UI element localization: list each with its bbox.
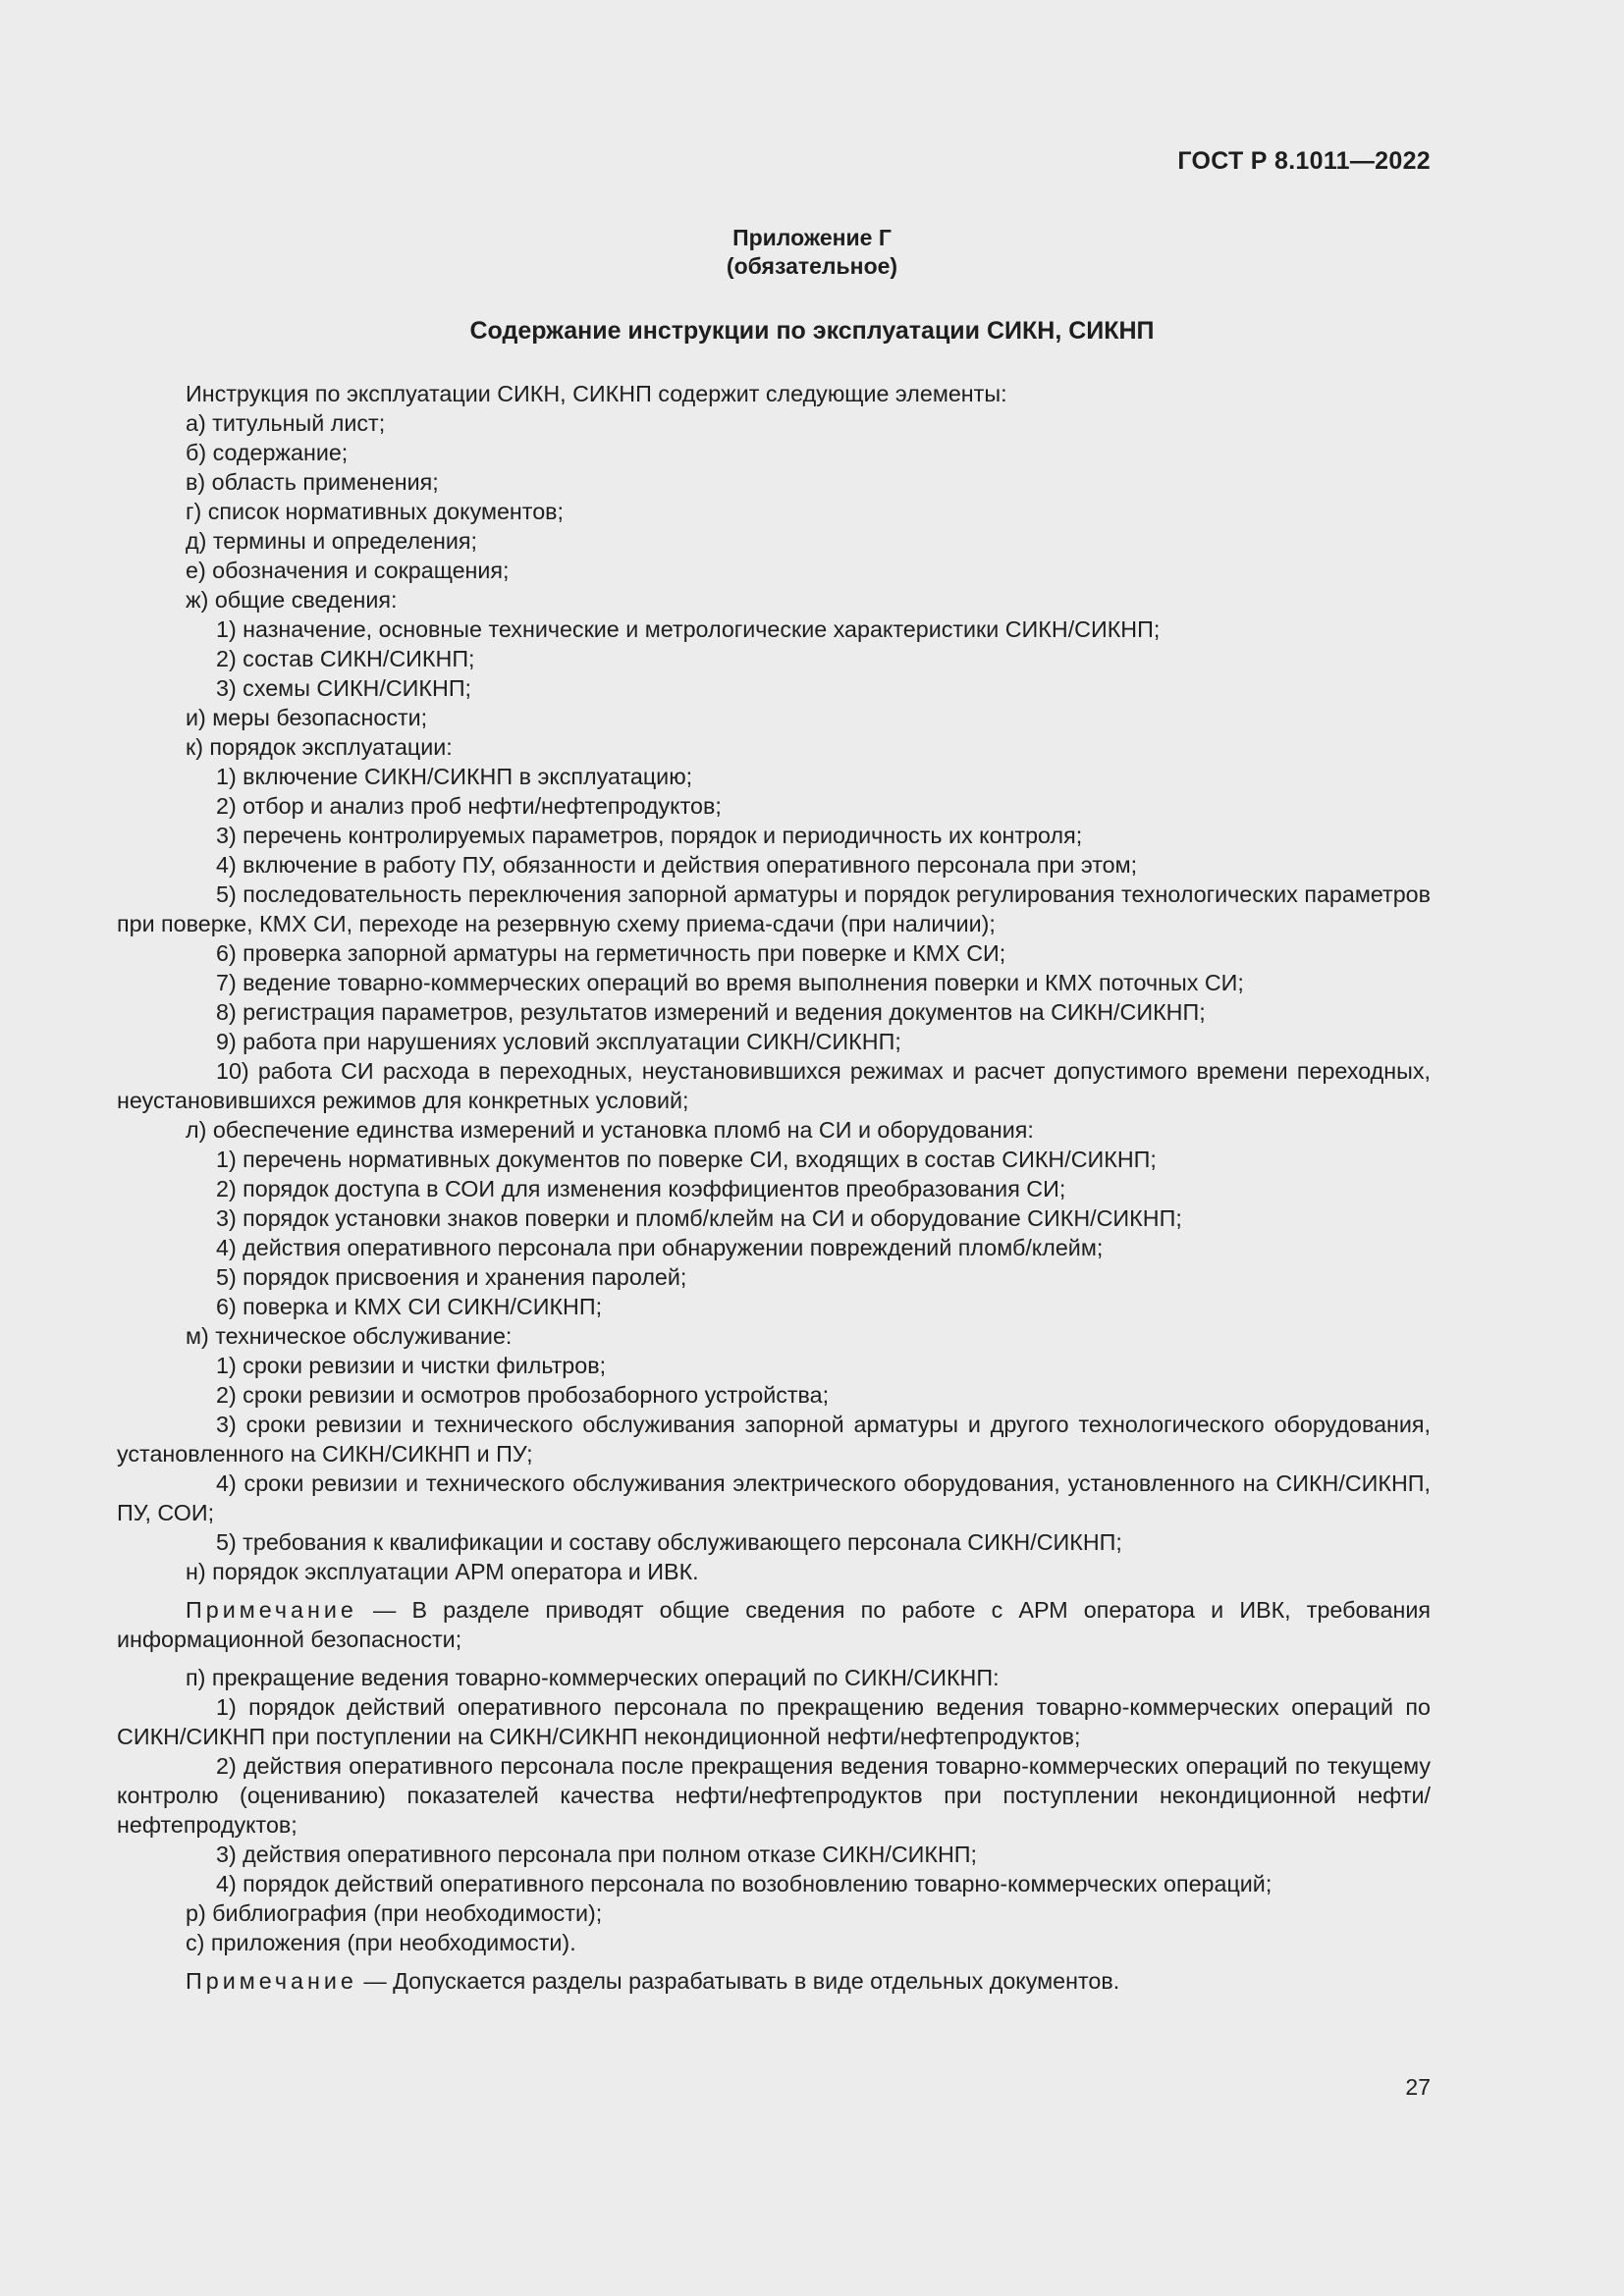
sub-list-item: 3) схемы СИКН/СИКНП;: [216, 675, 472, 701]
sub-list-item: 1) перечень нормативных документов по поверке СИ, входящих в состав СИКН/СИКНП;: [216, 1147, 1157, 1172]
sub-list-item: 10) работа СИ расхода в переходных, неустановившихся режимах и расчет допустимого времени переходных, неустановившихся режимов для конкретных условий;: [117, 1058, 1431, 1113]
note-text: — Допускается разделы разрабатывать в виде отдельных документов.: [356, 1968, 1120, 1994]
note-label: Примечание: [186, 1968, 357, 1994]
note-paragraph: [117, 1966, 1431, 1996]
intro-line: Инструкция по эксплуатации СИКН, СИКНП содержит следующие элементы:: [186, 381, 1007, 406]
page-number: 27: [1405, 2074, 1431, 2100]
appendix-heading: [0, 224, 1624, 281]
sub-list-item: 9) работа при нарушениях условий эксплуатации СИКН/СИКНП;: [216, 1029, 901, 1054]
sub-list-item: 2) порядок доступа в СОИ для изменения коэффициентов преобразования СИ;: [216, 1176, 1066, 1201]
note-text: — В разделе приводят общие сведения по работе с АРМ оператора и ИВК, требования информационной безопасности;: [117, 1597, 1431, 1652]
sub-list-item: 8) регистрация параметров, результатов измерений и ведения документов на СИКН/СИКНП;: [216, 999, 1206, 1025]
sub-list-item: 6) проверка запорной арматуры на герметичность при поверке и КМХ СИ;: [216, 940, 1006, 966]
list-item: л) обеспечение единства измерений и установка пломб на СИ и оборудования:: [186, 1117, 1034, 1143]
sub-list-item: 5) требования к квалификации и составу обслуживающего персонала СИКН/СИКНП;: [216, 1529, 1122, 1555]
list-item: б) содержание;: [186, 440, 349, 465]
standard-code: ГОСТ Р 8.1011—2022: [1177, 147, 1431, 175]
appendix-label: Приложение Г: [732, 225, 892, 250]
list-item: а) титульный лист;: [186, 410, 386, 436]
list-item: г) список нормативных документов;: [186, 499, 565, 524]
list-item: с) приложения (при необходимости).: [186, 1930, 576, 1955]
list-item: к) порядок эксплуатации:: [186, 734, 453, 760]
sub-list-item: 4) включение в работу ПУ, обязанности и действия оперативного персонала при этом;: [216, 852, 1138, 878]
body-text: [117, 379, 1431, 2004]
list-item: н) порядок эксплуатации АРМ оператора и ИВК.: [186, 1559, 699, 1584]
sub-list-item: 1) порядок действий оперативного персонала по прекращению ведения товарно-коммерческих операций по СИКН/СИКНП при поступлении на СИКН/СИКНП некондиционной нефти/нефтепродуктов;: [117, 1694, 1431, 1749]
sub-list-item: 2) отбор и анализ проб нефти/нефтепродуктов;: [216, 793, 722, 819]
sub-list-item: 5) порядок присвоения и хранения паролей;: [216, 1264, 687, 1290]
list-item: д) термины и определения;: [186, 528, 478, 554]
sub-list-item: 1) сроки ревизии и чистки фильтров;: [216, 1353, 607, 1378]
sub-list-item: 2) состав СИКН/СИКНП;: [216, 646, 475, 671]
note-paragraph: [117, 1595, 1431, 1654]
sub-list-item: 4) действия оперативного персонала при обнаружении повреждений пломб/клейм;: [216, 1235, 1104, 1260]
sub-list-item: 3) перечень контролируемых параметров, порядок и периодичность их контроля;: [216, 823, 1083, 848]
sub-list-item: 7) ведение товарно-коммерческих операций во время выполнения поверки и КМХ поточных СИ;: [216, 970, 1244, 995]
sub-list-item: 2) сроки ревизии и осмотров пробозаборного устройства;: [216, 1382, 830, 1408]
sub-list-item: 6) поверка и КМХ СИ СИКН/СИКНП;: [216, 1294, 603, 1319]
sub-list-item: 3) действия оперативного персонала при полном отказе СИКН/СИКНП;: [216, 1842, 978, 1867]
list-item: в) область применения;: [186, 469, 439, 495]
sub-list-item: 2) действия оперативного персонала после прекращения ведения товарно-коммерческих операций по текущему контролю (оцениванию) показателей качества нефти/нефтепродуктов при поступлении некондиционной нефти/нефтепродуктов;: [117, 1753, 1431, 1838]
sub-list-item: 1) назначение, основные технические и метрологические характеристики СИКН/СИКНП;: [216, 616, 1161, 642]
sub-list-item: 3) сроки ревизии и технического обслуживания запорной арматуры и другого технологического оборудования, установленного на СИКН/СИКНП и ПУ;: [117, 1412, 1431, 1467]
sub-list-item: 5) последовательность переключения запорной арматуры и порядок регулирования технологических параметров при поверке, КМХ СИ, переходе на резервную схему приема-сдачи (при наличии);: [117, 881, 1431, 936]
list-item: п) прекращение ведения товарно-коммерческих операций по СИКН/СИКНП:: [186, 1665, 1000, 1690]
sub-list-item: 4) сроки ревизии и технического обслуживания электрического оборудования, установленного на СИКН/СИКНП, ПУ, СОИ;: [117, 1470, 1431, 1525]
section-title: Содержание инструкции по эксплуатации СИКН, СИКНП: [469, 317, 1155, 345]
sub-list-item: 3) порядок установки знаков поверки и пломб/клейм на СИ и оборудование СИКН/СИКНП;: [216, 1205, 1182, 1231]
sub-list-item: 4) порядок действий оперативного персонала по возобновлению товарно-коммерческих операций;: [216, 1871, 1272, 1896]
appendix-status: (обязательное): [726, 253, 898, 279]
list-item: ж) общие сведения:: [186, 587, 398, 613]
note-label: Примечание: [186, 1597, 357, 1623]
list-item: и) меры безопасности;: [186, 705, 428, 730]
sub-list-item: 1) включение СИКН/СИКНП в эксплуатацию;: [216, 764, 693, 789]
list-item: е) обозначения и сокращения;: [186, 558, 510, 583]
list-item: р) библиография (при необходимости);: [186, 1900, 603, 1926]
list-item: м) техническое обслуживание:: [186, 1323, 513, 1349]
